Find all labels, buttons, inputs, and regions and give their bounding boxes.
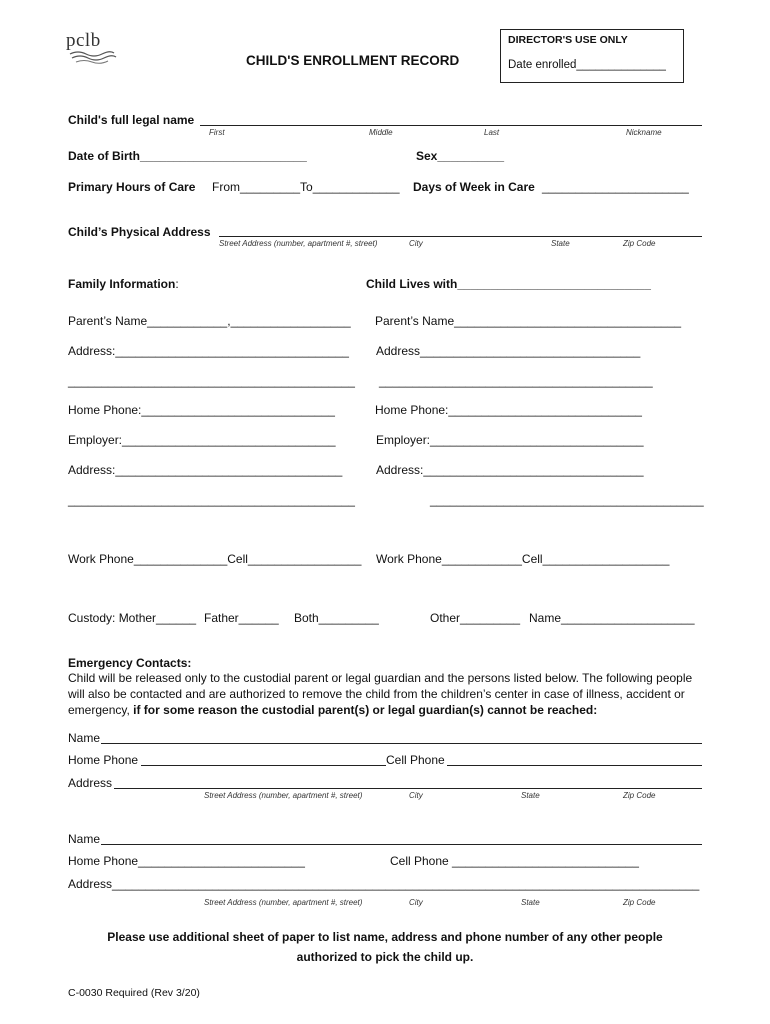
parent2-employer-field[interactable]: Employer:________________________________ [376, 433, 644, 447]
logo-waves-icon [68, 50, 118, 64]
parent2-home-phone-field[interactable]: Home Phone:_____________________________ [375, 403, 642, 417]
emergency-contacts-text [68, 670, 708, 718]
family-information-heading [68, 277, 179, 291]
contact1-home-phone-field[interactable] [141, 765, 386, 766]
parent1-employer-address-line2[interactable]: ___________________________________________ [68, 493, 355, 507]
emergency-text: Child will be released only to the custodial parent or legal guardian and the persons listed below. The following people will also be contacted and are authorized to remove the child from the children’s center in case of illness, accident or emergency, [68, 671, 693, 717]
contact2-address-field[interactable]: Address________________________________________________________________________________________ [68, 877, 700, 891]
child-name-field[interactable] [200, 125, 702, 126]
parent1-name-field[interactable]: Parent’s Name____________,__________________ [68, 314, 351, 328]
hours-from-to-field[interactable]: From_________To_____________ [212, 180, 400, 194]
contact1-home-phone-label: Home Phone [68, 753, 139, 767]
contact2-state-caption: State [521, 898, 540, 907]
logo [66, 30, 116, 64]
custody-mother-field[interactable]: Custody: Mother______ [68, 611, 197, 625]
primary-hours-label: Primary Hours of Care [68, 180, 196, 194]
city-caption: City [409, 239, 423, 248]
directors-use-title: DIRECTOR'S USE ONLY [508, 34, 628, 46]
contact1-name-field[interactable] [101, 743, 702, 744]
parent2-address-line2[interactable]: _________________________________________ [379, 374, 653, 388]
contact1-zip-caption: Zip Code [623, 791, 656, 800]
contact1-address-field[interactable] [114, 788, 702, 789]
page-title: CHILD'S ENROLLMENT RECORD [246, 53, 460, 68]
contact2-name-label: Name [68, 832, 101, 846]
contact1-name-label: Name [68, 731, 101, 745]
nickname-caption: Nickname [626, 128, 662, 137]
contact1-state-caption: State [521, 791, 540, 800]
custody-father-field[interactable]: Father______ [204, 611, 279, 625]
parent2-employer-address-field[interactable]: Address:_________________________________ [376, 463, 644, 477]
days-of-week-label: Days of Week in Care [413, 180, 535, 194]
child-address-field[interactable] [219, 236, 702, 237]
contact1-city-caption: City [409, 791, 423, 800]
zip-code-caption: Zip Code [623, 239, 656, 248]
custody-both-field[interactable]: Both_________ [294, 611, 379, 625]
child-lives-with-field[interactable]: Child Lives with_____________________________ [366, 277, 651, 291]
emergency-text-bold: if for some reason the custodial parent(s) or legal guardian(s) cannot be reached: [129, 703, 598, 717]
parent2-employer-address-line2[interactable]: _________________________________________ [430, 493, 704, 507]
contact1-address-label: Address [68, 776, 113, 790]
contact2-city-caption: City [409, 898, 423, 907]
contact2-home-phone-field[interactable]: Home Phone_________________________ [68, 854, 305, 868]
last-name-caption: Last [484, 128, 500, 137]
parent1-work-cell-field[interactable]: Work Phone______________Cell_________________ [68, 552, 362, 566]
first-name-caption: First [209, 128, 225, 137]
contact1-cell-phone-field[interactable] [447, 765, 702, 766]
middle-name-caption: Middle [369, 128, 393, 137]
contact2-name-field[interactable] [101, 844, 702, 845]
parent2-work-cell-field[interactable]: Work Phone____________Cell___________________ [376, 552, 670, 566]
sex-field[interactable]: Sex__________ [416, 149, 505, 163]
form-code: C-0030 Required (Rev 3/20) [68, 987, 200, 999]
parent1-address-field[interactable]: Address:___________________________________ [68, 344, 349, 358]
logo-text: pclb [66, 30, 101, 51]
directors-use-box [500, 29, 684, 83]
custody-other-field[interactable]: Other_________ [430, 611, 521, 625]
emergency-contacts-heading: Emergency Contacts: [68, 656, 192, 670]
contact2-cell-phone-field[interactable]: Cell Phone ____________________________ [390, 854, 639, 868]
child-address-label: Child’s Physical Address [68, 225, 211, 239]
contact2-zip-caption: Zip Code [623, 898, 656, 907]
family-information-label: Family Information [68, 277, 176, 291]
parent1-home-phone-field[interactable]: Home Phone:_____________________________ [68, 403, 335, 417]
street-address-caption: Street Address (number, apartment #, street) [219, 239, 378, 248]
days-of-week-field[interactable]: ______________________ [542, 180, 689, 194]
additional-sheet-note-line2: authorized to pick the child up. [296, 950, 474, 964]
parent1-address-line2[interactable]: ___________________________________________ [68, 374, 355, 388]
contact1-street-caption: Street Address (number, apartment #, street) [204, 791, 363, 800]
contact2-street-caption: Street Address (number, apartment #, street) [204, 898, 363, 907]
custody-name-field[interactable]: Name____________________ [529, 611, 695, 625]
date-of-birth-field[interactable]: Date of Birth_________________________ [68, 149, 307, 163]
contact1-cell-phone-label: Cell Phone [386, 753, 445, 767]
parent2-name-field[interactable]: Parent’s Name__________________________________ [375, 314, 682, 328]
date-enrolled-field[interactable]: Date enrolled______________ [508, 59, 666, 71]
parent2-address-field[interactable]: Address_________________________________ [376, 344, 641, 358]
parent1-employer-field[interactable]: Employer:________________________________ [68, 433, 336, 447]
child-name-label: Child's full legal name [68, 113, 195, 127]
family-information-colon: : [175, 277, 179, 291]
parent1-employer-address-field[interactable]: Address:__________________________________ [68, 463, 343, 477]
state-caption: State [551, 239, 570, 248]
additional-sheet-note-line1: Please use additional sheet of paper to list name, address and phone number of any other people [107, 930, 663, 944]
